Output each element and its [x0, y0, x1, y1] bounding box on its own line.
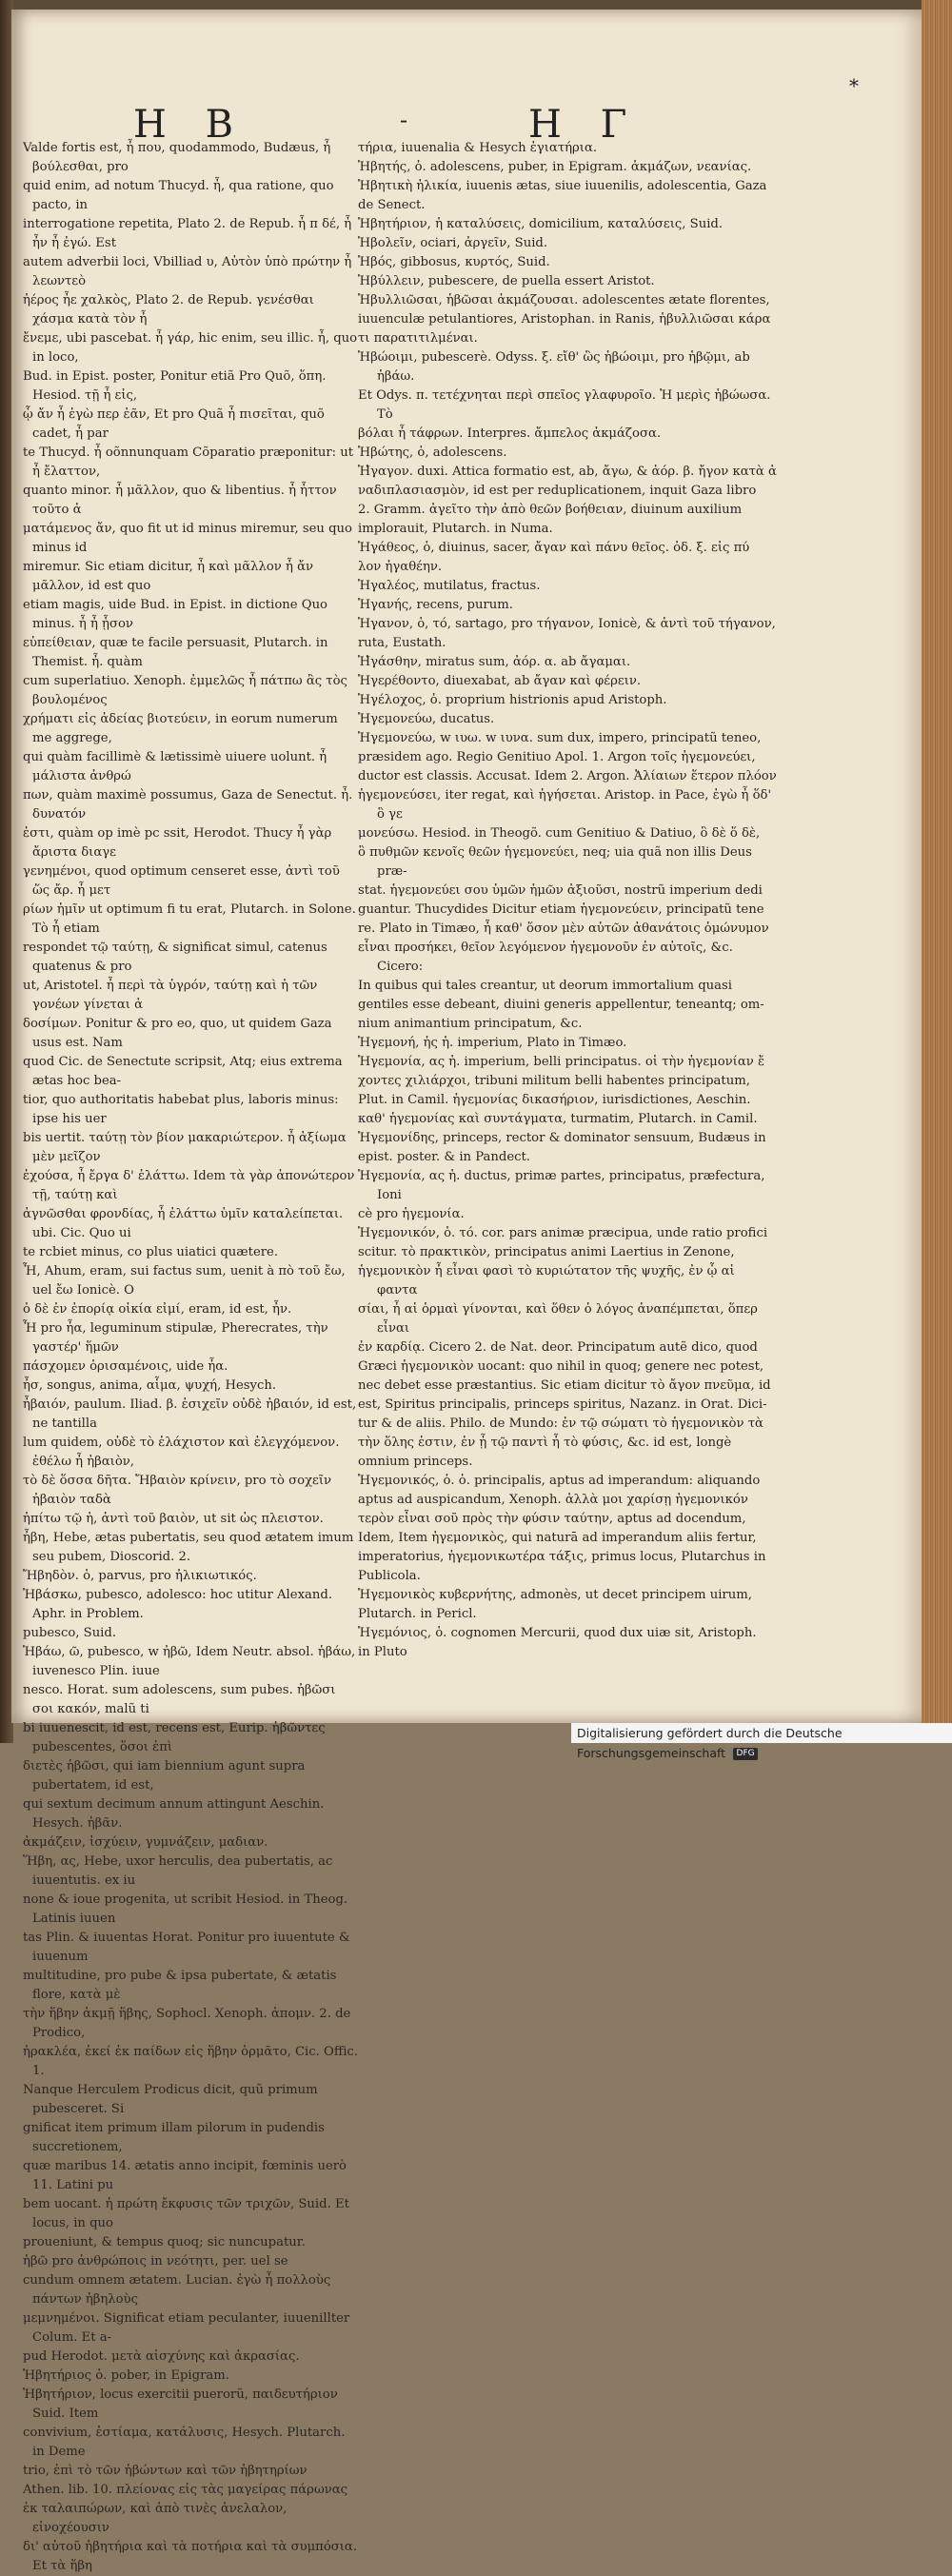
text-line: lum quidem, οὐδὲ τὸ ἐλάχιστον καὶ ἐλεγχόμενον. ἐθέλω ἦ ἠβαιὸν, [23, 1436, 340, 1469]
text-line: ruta, Eustath. [358, 636, 446, 650]
text-line: quod Cic. de Senectute scripsit, Atq; eius extrema ætas hoc bea- [23, 1055, 343, 1088]
text-line: quanto minor. ἦ μᾶλλον, quo & libentius. ἦ ἧττον τοῦτο ἀ [23, 484, 337, 517]
text-line: μεμνημένοι. Significat etiam peculanter, iuuenillter Colum. Et a- [23, 2311, 350, 2345]
text-line: ναδιπλασιασμὸν, id est per reduplicationem, inquit Gaza libro [358, 484, 757, 498]
text-line: Plut. in Camil. ἡγεμονίας δικασήριον, iurisdictiones, Aeschin. [358, 1093, 751, 1107]
text-line: etiam magis, uide Bud. in Epist. in dictione Quo minus. ἦ ἦ ᾗσον [23, 598, 327, 631]
text-line: ὃ πυθμῶν κενοῖς θεῶν ἡγεμονεύει, neq; uia quã non illis Deus præ- [358, 845, 752, 879]
text-line: Ἡβός, gibbosus, κυρτός, Suid. [358, 255, 550, 269]
text-line: ἦβαιόν, paulum. Iliad. β. ἐσιχεῖν οὐδὲ ἠβαιόν, id est, ne tantilla [23, 1397, 357, 1431]
text-line: tior, quo authoritatis habebat plus, laboris minus: ipse his uer [23, 1093, 339, 1126]
text-line: in Pluto [358, 1645, 407, 1659]
text-line: ἦσ, songus, anima, αἷμα, ψυχή, Hesych. [23, 1378, 277, 1393]
text-line: Ἡγεμονεύω, ducatus. [358, 712, 495, 726]
text-line: ρίων ἡμῖν ut optimum fi tu erat, Plutarch. in Solone. Τὸ ἦ etiam [23, 902, 356, 936]
text-line: ἡβῶ pro ἀνθρώποις in νεότητι, per. uel se [23, 2254, 288, 2269]
text-line: præsidem ago. Regio Genitiuo Apol. 1. Argon τοῖς ἡγεμονεύει, [358, 750, 756, 764]
footer-text: Digitalisierung gefördert durch die Deutsche Forschungsgemeinschaft [577, 1726, 843, 1760]
text-line: omnium princeps. [358, 1455, 473, 1469]
text-line: bis uertit. ταύτῃ τὸν βίον μακαριώτερον. ἦ ἀξίωμα μὲν μεῖζον [23, 1131, 347, 1164]
text-line: quid enim, ad notum Thucyd. ἦ, qua ratione, quo pacto, in [23, 179, 334, 212]
text-line: βόλαι ἦ τάφρων. Interpres. ἄμπελος ἀκμάζοσα. [358, 426, 662, 441]
text-line: In quibus qui tales creantur, ut deorum immortalium quasi [358, 979, 733, 993]
text-line: ἡγεμονεύσει, iter regat, καὶ ἡγήσεται. Aristop. in Pace, ἐγὼ ἦ ὅδ' ὃ γε [358, 788, 772, 822]
text-line: est, Spiritus principalis, princeps spiritus, Nazanz. in Orat. Dici- [358, 1397, 767, 1412]
text-line: Græci ἡγεμονικὸν uocant: quo nihil in quoq; genere nec potest, [358, 1359, 764, 1374]
text-line: Valde fortis est, ἦ που, quodammodo, Budæus, ἦ βούλεσθαι, pro [23, 141, 331, 174]
text-line: stat. ἡγεμονεύει σου ὑμῶν ἡμῶν ἀξιοῦσι, nostrũ imperium dedi [358, 883, 763, 898]
text-line: ut, Aristotel. ἦ περὶ τὰ ὑγρόν, ταύτῃ καὶ ἡ τῶν γονέων γίνεται ἀ [23, 979, 318, 1012]
text-line: ὁ δὲ ἐν ἐπορίᾳ οἰκία εἰμί, eram, id est, ἦν. [23, 1302, 292, 1317]
text-line: cundum omnem ætatem. Lucian. ἐγὼ ἦ πολλοὺς πάντων ἡβηλοὺς [23, 2273, 331, 2307]
text-line: aptus ad auspicandum, Xenoph. ἀλλὰ μοι χαρίσῃ ἡγεμονικόν [358, 1493, 748, 1507]
text-line: guantur. Thucydides Dicitur etiam ἡγεμονεύειν, principatũ tene [358, 902, 764, 917]
text-line: πάσχομεν ὁρισαμένοις, uide ἦα. [23, 1359, 228, 1374]
text-line: qui quàm facillimè & lætissimè uiuere uolunt. ἦ μάλιστα ἀνθρώ [23, 750, 327, 783]
text-line: ἠπίτω τῷ ἡ, ἀντὶ τοῦ βαιὸν, ut sit ὡς πλειστον. [23, 1512, 324, 1526]
text-line: διετὲς ἡβῶσι, qui iam biennium agunt supra pubertatem, id est, [23, 1759, 306, 1793]
text-line: Ἥβη, ας, Hebe, uxor herculis, dea pubertatis, ac iuuentutis. ex iu [23, 1854, 333, 1888]
text-line: ἐν καρδίᾳ. Cicero 2. de Nat. deor. Principatum autẽ dico, quod [358, 1340, 758, 1355]
text-line: δι' αὐτοῦ ἡβητήρια καὶ τὰ ποτήρια καὶ τὰ συμπόσια. Et τὰ ἥβη [23, 2540, 358, 2573]
text-line: implorauit, Plutarch. in Numa. [358, 522, 553, 536]
text-line: ἐκ ταλαιπώρων, καὶ ἀπὸ τινὲς ἀνελαλον, εἰνοχέουσιν [23, 2502, 288, 2535]
text-line: Ἡβυλλιῶσαι, ἡβῶσαι ἀκμάζουσαι. adolescentes ætate florentes, [358, 293, 770, 307]
text-line: gentiles esse debeant, diuini generis appellentur, teneantq; om- [358, 998, 764, 1012]
text-line: Plutarch. in Pericl. [358, 1607, 477, 1621]
text-line: bem uocant. ἡ πρώτη ἔκφυσις τῶν τριχῶν, Suid. Et locus, in quo [23, 2197, 349, 2230]
text-line: nec debet esse præstantius. Sic etiam dicitur τὸ ἄγον πνεῦμα, id [358, 1378, 771, 1393]
text-line: interrogatione repetita, Plato 2. de Repub. ἦ π δέ, ἦ ἦν ἦ ἐγώ. Est [23, 217, 352, 250]
text-line: cum superlatiuo. Xenoph. ἐμμελῶς ἦ πάτπω ἂς τὸς βουλομένος [23, 674, 347, 707]
text-line: Ἡγάθεος, ὁ, diuinus, sacer, ἄγαν καὶ πάνυ θεῖος. ὀδ. ξ. εἰς πύ [358, 541, 750, 555]
dfg-logo-icon: DFG [733, 1748, 758, 1760]
text-line: multitudine, pro pube & ipsa pubertate, & ætatis flore, κατὰ μὲ [23, 1969, 337, 2002]
text-line: de Senect. [358, 198, 426, 212]
text-line: none & ioue progenita, ut scribit Hesiod. in Theog. Latinis iuuen [23, 1892, 348, 1926]
text-line: Ἡβητής, ὁ. adolescens, puber, in Epigram. ἀκμάζων, νεανίας. [358, 160, 752, 174]
text-line: Ἡ̓γαγον. duxi. Attica formatio est, ab, ἄγω, & ἀόρ. β. ἤγον κατὰ ἀ [358, 465, 777, 479]
text-line: autem adverbii loci, Vbilliad υ, Αὐτὸν ὑπὸ πρώτην ἦ λεωντεὸ [23, 255, 352, 288]
text-line: Ἡβητήριος ὁ. pober, in Epigram. [23, 2368, 229, 2383]
text-line: μονεύσω. Hesiod. in Theogõ. cum Genitiuo & Datiuo, ὃ δὲ ὅ δὲ, [358, 826, 761, 841]
text-line: Ἡγεμονικὸς κυβερνήτης, admonès, ut decet principem uirum, [358, 1588, 752, 1602]
text-line: καθ' ἡγεμονίας καὶ συντάγματα, turmatim, Plutarch. in Camil. [358, 1112, 758, 1126]
text-line: bi iuuenescit, id est, recens est, Eurip. ἡβῶντες pubescentes, ὅσοι ἐπὶ [23, 1721, 326, 1754]
text-line: Ἡβητικὴ ἡλικία, iuuenis ætas, siue iuuenilis, adolescentia, Gaza [358, 179, 767, 193]
text-line: τι παρατιτιλμέναι. [358, 331, 478, 346]
left-column [23, 139, 359, 2573]
text-line: ductor est classis. Accusat. Idem 2. Argon. Ἀλίαιων ἕτερον πλόον [358, 769, 777, 783]
text-line: Ἡγανής, recens, purum. [358, 598, 513, 612]
text-line: τήρια, iuuenalia & Hesych ἐγιατήρια. [358, 141, 598, 155]
text-line: ἐστι, quàm op imè pc ssit, Herodot. Thucy ἦ γὰρ ἄριστα διαγε [23, 826, 332, 860]
running-header-left: H B [133, 103, 247, 147]
text-line: Idem, Item ἡγεμονικὸς, qui naturā ad imperandum aliis fertur, [358, 1531, 757, 1545]
text-line: Ἡβητήριον, ἡ καταλύσεις, domicilium, καταλύσεις, Suid. [358, 217, 724, 231]
text-line: pubesco, Suid. [23, 1626, 117, 1640]
text-line: εἶναι προσήκει, θεῖον λεγόμενον ἡγεμονοῦν ἐν αὐτοῖς, &c. Cicero: [358, 941, 733, 974]
text-line: Ἡβώοιμι, pubescerè. Odyss. ξ. εἴθ' ὣς ἡβώοιμι, pro ἡβῷμι, ab ἡβάω. [358, 350, 750, 384]
text-line: σίαι, ἦ αἱ ὁρμαὶ γίνονται, καὶ ὅθεν ὁ λόγος ἀναπέμπεται, ὅπερ εἶναι [358, 1302, 758, 1336]
text-line: Ἡγανον, ὁ, τό, sartago, pro τήγανον, Ionicè, & ἀντὶ τοῦ τήγανον, [358, 617, 776, 631]
text-line: Ἡβύλλειν, pubescere, de puella essert Aristot. [358, 274, 655, 288]
text-line: Ἡγέλοχος, ὁ. proprium histrionis apud Aristoph. [358, 693, 667, 707]
text-line: Ἡγερέθοντο, diuexabat, ab ἄγαν καὶ φέρειν. [358, 674, 642, 688]
text-line: ἦβη, Hebe, ætas pubertatis, seu quod ætatem imum seu pubem, Dioscorid. 2. [23, 1531, 354, 1564]
text-line: γενημένοι, quod optimum censeret esse, ἀντὶ τοῦ ὥς ἄρ. ἦ μετ [23, 864, 340, 898]
text-line: Ἡγεμονία, ας ἡ. imperium, belli principatus. οἱ τὴν ἡγεμονίαν ἔ [358, 1055, 765, 1069]
text-line: tas Plin. & iuuentas Horat. Ponitur pro iuuentute & iuuenum [23, 1931, 350, 1964]
text-line: Ἡβώτης, ὁ, adolescens. [358, 446, 507, 460]
right-column [358, 139, 777, 1662]
text-line: Nanque Herculem Prodicus dicit, quũ primum pubesceret. Si [23, 2083, 318, 2116]
text-line: τὴν ὅλης ἐστιν, ἐν ᾗ τῷ παντὶ ἦ τὸ φύσις, &c. id est, longè [358, 1436, 732, 1450]
text-line: Ἡγεμονία, ας ἡ. ductus, primæ partes, principatus, præfectura, Ioni [358, 1169, 765, 1202]
text-line: trio, ἐπὶ τὸ τῶν ἡβώντων καὶ τῶν ἡβητηρίων [23, 2464, 307, 2478]
text-line: miremur. Sic etiam dicitur, ἦ καὶ μᾶλλον ἦ ἄν μᾶλλον, id est quo [23, 560, 314, 593]
text-line: quæ maribus 14. ætatis anno incipit, fœminis uerò 11. Latini pu [23, 2159, 347, 2192]
text-line: εὐπείθειαν, quæ te facile persuasit, Plutarch. in Themist. ἦ. quàm [23, 636, 328, 669]
text-line: ἡρακλέα, ἐκεί ἐκ παίδων εἰς ἥβην ὁρμᾶτο, Cic. Offic. 1. [23, 2045, 359, 2078]
text-line: δοσίμων. Ponitur & pro eo, quo, ut quidem Gaza usus est. Nam [23, 1017, 332, 1050]
text-line: 2. Gramm. ἀγεῖτο τὴν ἀπὸ θεῶν βοήθειαν, diuinum auxilium [358, 503, 743, 517]
text-line: Ἡγεμονίδης, princeps, rector & dominator sensuum, Budæus in [358, 1131, 766, 1145]
text-line: gnificat item primum illam pilorum in pudendis succretionem, [23, 2121, 325, 2154]
text-line: ματάμενος ἄν, quo fit ut id minus miremur, seu quo minus id [23, 522, 352, 555]
text-line: ἠέρος ἦε χαλκὸς, Plato 2. de Repub. γενέσθαι χάσμα κατὰ τὸν ἦ [23, 293, 314, 327]
text-line: scitur. τὸ πρακτικὸν, principatus animi Laertius in Zenone, [358, 1245, 735, 1259]
text-line: Ἡγαλέος, mutilatus, fractus. [358, 579, 541, 593]
text-line: Ἡ̓γάσθην, miratus sum, ἀόρ. α. ab ἄγαμαι. [358, 655, 631, 669]
text-line: Ἡβολεῖν, ociari, ἀργεῖν, Suid. [358, 236, 548, 250]
text-line: τὴν ἥβην ἀκμῇ ἥβης, Sophocl. Xenoph. ἀπομν. 2. de Prodico, [23, 2007, 351, 2040]
text-line: nium animantium principatum, &c. [358, 1017, 583, 1031]
text-line: tur & de aliis. Philo. de Mundo: ἐν τῷ σώματι τὸ ἡγεμονικὸν τὰ [358, 1417, 764, 1431]
text-line: χρήματι εἰς ἀδείας βιοτεύειν, in eorum numerum me aggrege, [23, 712, 338, 745]
text-line: χοντες χιλιάρχοι, tribuni militum belli habentes principatum, [358, 1074, 750, 1088]
text-line: λον ἠγαθέην. [358, 560, 443, 574]
text-line: convivium, ἑστίαμα, κατάλυσις, Hesych. Plutarch. in Deme [23, 2426, 346, 2459]
text-line: Ἠβάσκω, pubesco, adolesco: hoc utitur Alexand. Aphr. in Problem. [23, 1588, 333, 1621]
asterisk-mark: * [849, 74, 859, 97]
text-line: πων, quàm maximè possumus, Gaza de Senectut. ἦ. δυνατόν [23, 788, 353, 822]
running-header-dash: - [400, 107, 408, 133]
text-line: Ἦ pro ἦα, leguminum stipulæ, Pherecrates, τὴν γαστέρ' ἥμῶν [23, 1321, 328, 1355]
text-line: ἀγνῶσθαι φρονδίας, ἦ ἐλάττω ὑμῖν καταλείπεται. ubi. Cic. Quo ui [23, 1207, 344, 1240]
digitization-footer [571, 1723, 952, 1760]
text-line: te Thucyd. ἦ oõnnunquam Cõparatio præponitur: ut ἦ ἔλαττον, [23, 446, 354, 479]
text-line: Ἡγεμόνιος, ὁ. cognomen Mercurii, quod dux uiæ sit, Aristoph. [358, 1626, 757, 1640]
text-line: Ἤβηδὸν. ὁ, parvus, pro ἠλικιωτικός. [23, 1569, 257, 1583]
text-line: Ἡγεμονή, ἡς ἡ. imperium, Plato in Timæo. [358, 1036, 627, 1050]
text-line: Bud. in Epist. poster, Ponitur etiã Pro Quõ, ὅπη. Hesiod. τῇ ἦ εἰς, [23, 369, 327, 403]
text-line: re. Plato in Timæo, ἦ καθ' ὅσον μὲν αὐτῶν ἀθανάτοις ὁμώνυμον [358, 921, 769, 936]
text-line: qui sextum decimum annum attingunt Aeschin. Hesych. ἠβᾶν. [23, 1797, 325, 1831]
text-line: Ἡγεμονικόν, ὁ. τό. cor. pars animæ præcipua, unde ratio profici [358, 1226, 768, 1240]
text-line: τὸ δὲ ὅσσα δῆτα. Ἤβαιὸν κρίνειν, pro τὸ σοχεῖν ἠβαιὸν ταδὰ [23, 1474, 332, 1507]
text-line: Ἡγεμονικός, ὁ. ὁ. principalis, aptus ad imperandum: aliquando [358, 1474, 761, 1488]
text-line: ἐχούσα, ἦ ἔργα δ' ἐλάττω. Idem τὰ γὰρ ἀπονώτερον τῇ, ταύτῃ καὶ [23, 1169, 355, 1202]
text-line: pud Herodot. μετὰ αἰσχύνης καὶ ἀκρασίας. [23, 2349, 300, 2364]
text-line: cè pro ἡγεμονία. [358, 1207, 465, 1221]
page-edges [922, 0, 952, 1743]
text-line: iuuenculæ petulantiores, Aristophan. in Ranis, ἡβυλλιῶσαι κάρα [358, 312, 771, 327]
text-line: Publicola. [358, 1569, 421, 1583]
text-line: Ἡβάω, ῶ, pubesco, w ἠβῶ, Idem Neutr. absol. ἡβάω, iuvenesco Plin. iuue [23, 1645, 356, 1678]
text-line: te rcbiet minus, co plus uiatici quætere. [23, 1245, 279, 1259]
text-line: imperatorius, ἡγεμονικωτέρα τάξις, primus locus, Plutarchus in [358, 1550, 766, 1564]
text-line: τερὸν εἶναι σοῦ πρὸς τὴν φύσιν ταύτην, aptus ad docendum, [358, 1512, 746, 1526]
text-line: Athen. lib. 10. πλείονας εἰς τὰς μαγείρας πάρωνας [23, 2483, 348, 2497]
text-line: Ἦ, Ahum, eram, sui factus sum, uenit à πὸ τοῦ ἔω, uel ἔω Ionicè. O [23, 1264, 346, 1298]
text-line: ᾧ ἄν ἦ ἐγὼ περ ἐᾶν, Et pro Quã ἦ πισεῖται, quõ cadet, ἦ par [23, 407, 325, 441]
text-line: ἀκμάζειν, ἰσχύειν, γυμνάζειν, μαδιαν. [23, 1835, 268, 1850]
text-line: Ἡγεμονεύω, w ιυω. w ιυνα. sum dux, impero, principatũ teneo, [358, 731, 762, 745]
text-line: nesco. Horat. sum adolescens, sum pubes. ἠβῶσι σοι κακόν, malũ ti [23, 1683, 336, 1716]
text-line: proueniunt, & tempus quoq; sic nuncupatur. [23, 2235, 306, 2249]
text-line: ἔνεμε, ubi pascebat. ἦ γάρ, hic enim, seu illic. ἦ, quo in loco, [23, 331, 358, 365]
text-line: Et Odys. π. τετέχνηται περὶ σπεῖος γλαφυροῖο. Ἡ μερὶς ἡβώωσα. Τὸ [358, 388, 771, 422]
text-line: Ἡβητήριον, locus exercitii puerorũ, παιδευτήριον Suid. Item [23, 2388, 338, 2421]
text-line: ἡγεμονικὸν ἦ εἶναι φασὶ τὸ κυριώτατον τῆς ψυχῆς, ἐν ᾧ αἱ φαντα [358, 1264, 735, 1298]
running-header-right: H Γ [528, 103, 641, 147]
text-line: epist. poster. & in Pandect. [358, 1150, 530, 1164]
text-line: respondet τῷ ταύτῃ, & significat simul, catenus quatenus & pro [23, 941, 327, 974]
